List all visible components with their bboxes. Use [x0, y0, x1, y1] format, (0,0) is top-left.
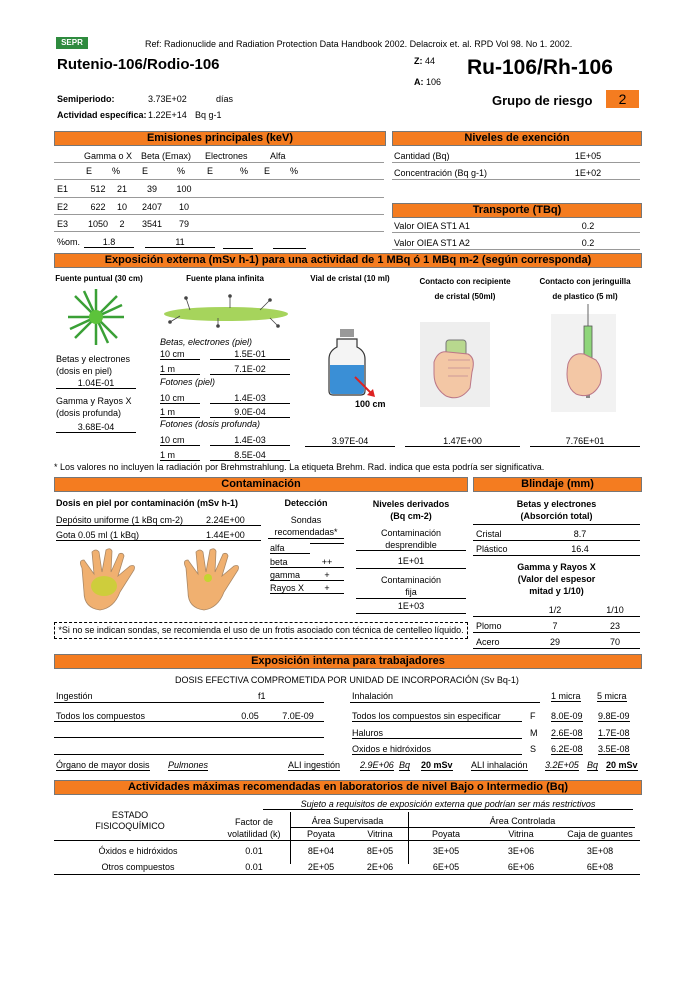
activity-value: 1.22E+14 — [148, 110, 187, 120]
om-label: %om. — [57, 237, 81, 247]
ext-col-vial: Vial de cristal (10 ml) — [310, 274, 390, 283]
skin-dose-label: Gota 0.05 ml (1 kBq) — [56, 530, 206, 541]
emission-subheader: % — [290, 166, 299, 176]
skin-dose-label: Depósito uniforme (1 kBq cm-2) — [56, 515, 206, 526]
transport-value: 0.2 — [581, 238, 595, 248]
plane-value: 8.5E-04 — [210, 450, 290, 461]
lab-row-value: 3E+08 — [586, 846, 614, 856]
shield-beta-label: Plástico — [476, 544, 508, 554]
ali-ing-dose: 20 mSv — [421, 760, 453, 770]
ing-label: Ingestión — [56, 691, 93, 701]
inhalation-row-label: Oxidos e hidróxidos — [352, 744, 522, 755]
a-number: A: 106 — [414, 77, 442, 87]
probe-mark: ++ — [310, 557, 344, 568]
emission-value: 21 — [116, 184, 127, 194]
emission-value: 2407 — [141, 202, 163, 212]
lab-row-value: 2E+05 — [307, 862, 335, 872]
ext-col-plane: Fuente plana infinita — [186, 274, 264, 283]
inhalation-1micron: 2.6E-08 — [551, 728, 583, 738]
point-source-star-icon — [66, 287, 126, 347]
hand-drop-icon — [178, 548, 248, 613]
plane-value: 1.4E-03 — [210, 435, 290, 446]
emissions-title: Emisiones principales (keV) — [54, 131, 386, 146]
transport-value: 0.2 — [581, 221, 595, 231]
f1-label: f1 — [258, 691, 266, 701]
probe-mark — [310, 543, 344, 544]
inhalation-5micron: 3.5E-08 — [598, 744, 630, 754]
vial-value: 3.97E-04 — [305, 436, 395, 447]
reference-text: Ref: Radionuclide and Radiation Protection Data Handbook 2002. Delacroix et. al. RPD Vol 98. No 1. 2002. — [145, 39, 573, 49]
lab-column-header: Caja de guantes — [567, 829, 633, 839]
shield-gamma-tenth: 70 — [609, 637, 620, 647]
plane-distance: 10 cm — [160, 349, 200, 360]
plane-value: 7.1E-02 — [210, 364, 290, 375]
half-life-value: 3.73E+02 — [148, 94, 187, 104]
contamination-title: Contaminación — [54, 477, 468, 492]
shield-col-half: 1/2 — [548, 605, 562, 615]
ext-gamma-label: Gamma y Rayos X (dosis profunda) — [56, 396, 132, 418]
inhalation-5micron: 1.7E-08 — [598, 728, 630, 738]
ali-inh-value: 3.2E+05 — [545, 760, 579, 770]
ext-col-point: Fuente puntual (30 cm) — [55, 274, 143, 283]
ext-col-container: Contacto con recipiente de cristal (50ml) — [419, 277, 511, 301]
detection-sub: Sondas recomendadas* — [274, 515, 338, 537]
ali-inh-dose: 20 mSv — [606, 760, 638, 770]
emission-subheader: % — [177, 166, 186, 176]
lab-column-header: Vitrina — [508, 829, 534, 839]
plane-distance: 1 m — [160, 407, 200, 418]
sepr-logo: SEPR — [56, 37, 88, 49]
lab-column-header: Poyata — [431, 829, 461, 839]
ext-beta-label: Betas y electrones (dosis en piel) — [56, 354, 131, 376]
inhalation-1micron: 6.2E-08 — [551, 744, 583, 754]
plane-value: 9.0E-04 — [210, 407, 290, 418]
vial-icon — [325, 325, 385, 400]
lab-controlled: Área Controlada — [489, 816, 556, 826]
emission-value: 79 — [178, 219, 189, 229]
emission-value: 39 — [146, 184, 157, 194]
probe-name: alfa — [270, 543, 310, 554]
half-life-label: Semiperiodo: — [57, 94, 115, 104]
lab-row-value: 6E+05 — [432, 862, 460, 872]
shield-beta-value: 8.7 — [573, 529, 587, 539]
exemption-value: 1E+05 — [574, 151, 602, 161]
lab-row-value: 2E+06 — [366, 862, 394, 872]
activity-unit: Bq g-1 — [195, 110, 222, 120]
emission-row-label: E1 — [57, 184, 69, 194]
derived-title: Niveles derivados (Bq cm-2) — [372, 499, 450, 521]
plane-fotond-title: Fotones (dosis profunda) — [160, 419, 261, 429]
shield-gamma-half: 7 — [552, 621, 558, 631]
external-title: Exposición externa (mSv h-1) para una actividad de 1 MBq ó 1 MBq m-2 (según corresponda) — [54, 253, 642, 268]
z-number: Z: 44 — [414, 56, 436, 66]
micron1-label: 1 micra — [551, 691, 581, 701]
inhalation-row-label: Haluros — [352, 728, 522, 739]
lab-factor-label: Factor de volatilidad (k) — [227, 817, 281, 839]
skin-dose-title: Dosis en piel por contaminación (mSv h-1) — [56, 498, 239, 508]
plane-distance: 10 cm — [160, 393, 200, 404]
skin-dose-value: 2.24E+00 — [206, 515, 261, 526]
ext-gamma-value: 3.68E-04 — [56, 422, 136, 433]
col-gamma: Gamma o X — [84, 151, 133, 161]
inhalation-type: S — [530, 744, 537, 754]
ali-ing-value: 2.9E+06 — [360, 760, 394, 770]
risk-label: Grupo de riesgo — [492, 93, 593, 108]
inhalation-1micron: 8.0E-09 — [551, 711, 583, 721]
detection-title: Detección — [284, 498, 328, 508]
ext-beta-value: 1.04E-01 — [56, 378, 136, 389]
derived-fixed-value: 1E+03 — [397, 601, 425, 611]
skin-dose-value: 1.44E+00 — [206, 530, 261, 541]
title-left: Rutenio-106/Rodio-106 — [57, 56, 220, 73]
probe-mark: + — [310, 583, 344, 594]
transport-title: Transporte (TBq) — [392, 203, 642, 218]
ext-col-syringe: Contacto con jeringuilla de plastico (5 ml) — [539, 277, 631, 301]
plane-distance: 1 m — [160, 450, 200, 461]
syringe-hand-icon — [546, 304, 621, 414]
syringe-value: 7.76E+01 — [530, 436, 640, 447]
lab-row-value: 3E+06 — [507, 846, 535, 856]
lab-state-label: ESTADO FISICOQUÍMICO — [95, 810, 165, 831]
shield-gamma-label: Plomo — [476, 621, 502, 631]
transport-label: Valor OIEA ST1 A2 — [394, 238, 470, 248]
emission-subheader: E — [207, 166, 214, 176]
lab-column-header: Vitrina — [367, 829, 393, 839]
emission-row-label: E3 — [57, 219, 69, 229]
organ-label: Órgano de mayor dosis — [56, 760, 150, 770]
lab-row-k: 0.01 — [245, 862, 263, 872]
shield-beta-title: Betas y electrones (Absorción total) — [516, 499, 597, 521]
derived-removable: Contaminación desprendible — [380, 528, 442, 550]
emission-value: 100 — [176, 184, 192, 194]
emission-value: 10 — [178, 202, 189, 212]
emission-value: 512 — [90, 184, 106, 194]
emission-value: 1050 — [87, 219, 109, 229]
ali-inh-unit: Bq — [587, 760, 599, 770]
transport-label: Valor OIEA ST1 A1 — [394, 221, 470, 231]
plane-value: 1.4E-03 — [210, 393, 290, 404]
activity-label: Actividad específica: — [57, 110, 147, 120]
exemption-label: Concentración (Bq g-1) — [394, 168, 488, 178]
emission-value: 622 — [90, 202, 106, 212]
inhalation-row-label: Todos los compuestos sin especificar — [352, 711, 522, 722]
exemption-value: 1E+02 — [574, 168, 602, 178]
title-right: Ru-106/Rh-106 — [467, 56, 613, 79]
shield-gamma-half: 29 — [549, 637, 560, 647]
inhalation-type: F — [530, 711, 536, 721]
lab-row-label: Otros compuestos — [101, 862, 175, 872]
emission-subheader: E — [264, 166, 271, 176]
inhalation-5micron: 9.8E-09 — [598, 711, 630, 721]
lab-row-value: 8E+04 — [307, 846, 335, 856]
ext-footnote: * Los valores no incluyen la radiación por Brehmstrahlung. La etiqueta Brehm. Rad. indica que esta podría ser significativa. — [54, 462, 545, 472]
emission-subheader: E — [142, 166, 149, 176]
inh-label: Inhalación — [352, 691, 394, 701]
om-beta: 11 — [145, 237, 215, 248]
exemption-label: Cantidad (Bq) — [394, 151, 450, 161]
half-life-unit: días — [216, 94, 234, 104]
lab-row-value: 6E+06 — [507, 862, 535, 872]
ali-ing-label: ALI ingestión — [288, 760, 341, 770]
ingestion-row-label: Todos los compuestos — [56, 711, 146, 721]
plane-beta-title: Betas, electrones (piel) — [160, 337, 253, 347]
organ-value: Pulmones — [168, 760, 209, 770]
internal-title: Exposición interna para trabajadores — [54, 654, 642, 669]
plane-value: 1.5E-01 — [210, 349, 290, 360]
hand-uniform-icon — [74, 548, 144, 613]
shield-gamma-title: Gamma y Rayos X (Valor del espesor mitad y 1/10) — [517, 562, 596, 596]
lab-row-k: 0.01 — [245, 846, 263, 856]
container-value: 1.47E+00 — [405, 436, 520, 447]
emission-row-label: E2 — [57, 202, 69, 212]
micron5-label: 5 micra — [597, 691, 627, 701]
plane-foton-title: Fotones (piel) — [160, 377, 216, 387]
emission-subheader: E — [86, 166, 93, 176]
lab-row-value: 3E+05 — [432, 846, 460, 856]
lab-row-value: 8E+05 — [366, 846, 394, 856]
probe-name: gamma — [270, 570, 310, 581]
emission-value: 2 — [119, 219, 125, 229]
lab-row-label: Óxidos e hidróxidos — [98, 846, 178, 856]
derived-fixed: Contaminación fija — [380, 575, 442, 597]
plane-distance: 1 m — [160, 364, 200, 375]
col-beta: Beta (Emax) — [141, 151, 192, 161]
internal-subtitle: DOSIS EFECTIVA COMPROMETIDA POR UNIDAD DE INCORPORACIÓN (Sv Bq-1) — [175, 675, 519, 685]
emission-subheader: % — [240, 166, 249, 176]
risk-value: 2 — [606, 90, 639, 108]
lab-row-value: 6E+08 — [586, 862, 614, 872]
shield-beta-value: 16.4 — [571, 544, 589, 554]
inhalation-type: M — [530, 728, 538, 738]
shield-beta-label: Cristal — [476, 529, 502, 539]
lab-subtitle: Sujeto a requisitos de exposición externa que podrían ser más restrictivos — [263, 799, 633, 810]
lab-column-header: Poyata — [306, 829, 336, 839]
vial-distance: 100 cm — [355, 399, 386, 409]
col-alpha: Alfa — [270, 151, 286, 161]
lab-title: Actividades máximas recomendadas en laboratorios de nivel Bajo o Intermedio (Bq) — [54, 780, 642, 795]
ali-inh-label: ALI inhalación — [471, 760, 528, 770]
plane-source-icon — [160, 292, 295, 332]
exemption-title: Niveles de exención — [392, 131, 642, 146]
shield-gamma-label: Acero — [476, 637, 500, 647]
lab-supervised: Área Supervisada — [311, 816, 384, 826]
emission-subheader: % — [112, 166, 121, 176]
shielding-title: Blindaje (mm) — [473, 477, 642, 492]
ali-ing-unit: Bq — [399, 760, 411, 770]
plane-distance: 10 cm — [160, 435, 200, 446]
probe-name: Rayos X — [270, 583, 310, 594]
contamination-note: *Si no se indican sondas, se recomienda el uso de un frotis asociado con técnica de centelleo líquido. — [54, 622, 468, 639]
shield-col-tenth: 1/10 — [606, 605, 624, 615]
ingestion-value: 7.0E-09 — [282, 711, 314, 721]
ingestion-f1: 0.05 — [241, 711, 259, 721]
emission-value: 3541 — [141, 219, 163, 229]
derived-removable-value: 1E+01 — [397, 556, 425, 566]
emission-value: 10 — [116, 202, 127, 212]
col-electrons: Electrones — [205, 151, 248, 161]
probe-name: beta — [270, 557, 310, 568]
shield-gamma-tenth: 23 — [609, 621, 620, 631]
probe-mark: + — [310, 570, 344, 581]
om-gamma: 1.8 — [84, 237, 134, 248]
container-hand-icon — [420, 322, 490, 407]
